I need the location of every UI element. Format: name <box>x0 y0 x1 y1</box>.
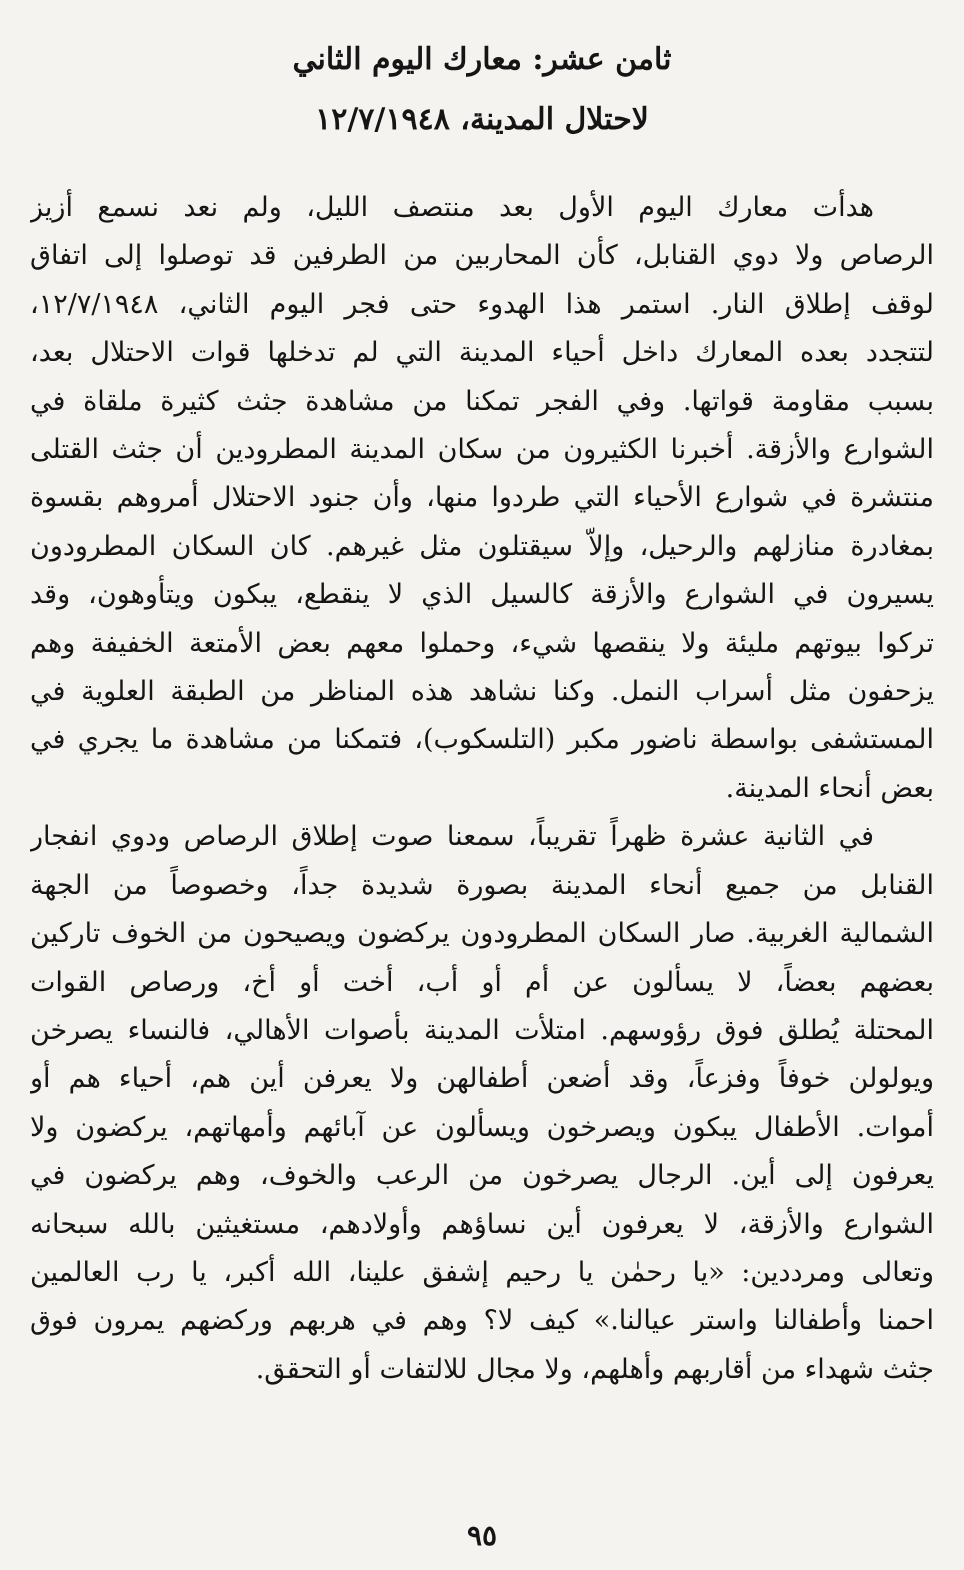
text-line: جثث شهداء من أقاربهم وأهلهم، ولا مجال للالتفات أو التحقق. <box>255 1353 934 1385</box>
paragraph <box>30 184 934 813</box>
text-line: المستشفى بواسطة ناضور مكبر (التلسكوب)، فتمكنا من مشاهدة ما يجري في <box>30 724 934 756</box>
text-line: وتعالى ومرددين: «يا رحمٰن يا رحيم إشفق علينا، الله أكبر، يا رب العالمين <box>30 1256 934 1288</box>
text-line: يزحفون مثل أسراب النمل. وكنا نشاهد هذه المناظر من الطبقة العلوية في <box>30 676 934 708</box>
text-line: القنابل من جميع أنحاء المدينة بصورة شديدة جداً، وخصوصاً من الجهة <box>30 869 934 901</box>
text-line: يعرفون إلى أين. الرجال يصرخون من الرعب والخوف، وهم يركضون في <box>30 1160 934 1192</box>
text-line: احمنا وأطفالنا واستر عيالنا.» كيف لا؟ وهم في هربهم وركضهم يمرون فوق <box>30 1305 934 1337</box>
text-line: لوقف إطلاق النار. استمر هذا الهدوء حتى فجر اليوم الثاني، ١٢/٧/١٩٤٨، <box>30 288 934 320</box>
chapter-subtitle: لاحتلال المدينة، ١٢/٧/١٩٤٨ <box>315 102 649 137</box>
text-line: تركوا بيوتهم مليئة ولا ينقصها شيء، وحملوا معهم بعض الأمتعة الخفيفة وهم <box>30 627 934 659</box>
paragraph <box>30 813 934 1394</box>
text-line: ويولولن خوفاً وفزعاً، وقد أضعن أطفالهن ولا يعرفن أين هم، أحياء هم أو <box>30 1063 934 1095</box>
text-line: منتشرة في شوارع الأحياء التي طردوا منها، وأن جنود الاحتلال أمروهم بقسوة <box>30 482 934 514</box>
text-line: في الثانية عشرة ظهراً تقريباً، سمعنا صوت إطلاق الرصاص ودوي انفجار <box>30 821 874 853</box>
text-line: المحتلة يُطلق فوق رؤوسهم. امتلأت المدينة بأصوات الأهالي، فالنساء يصرخن <box>30 1014 934 1046</box>
paragraph-container <box>30 184 934 1394</box>
body-text <box>30 184 934 1394</box>
text-line: بمغادرة منازلهم والرحيل، وإلاّ سيقتلون مثل غيرهم. كان السكان المطرودون <box>30 530 934 562</box>
text-line: يسيرون في الشوارع والأزقة كالسيل الذي لا ينقطع، يبكون ويتأوهون، وقد <box>30 579 934 611</box>
text-line: الشوارع والأزقة، لا يعرفون أين نساؤهم وأولادهم، مستغيثين بالله سبحانه <box>30 1208 934 1240</box>
text-line: أموات. الأطفال يبكون ويصرخون ويسألون عن آبائهم وأمهاتهم، يركضون ولا <box>30 1111 934 1143</box>
text-line: بعض أنحاء المدينة. <box>725 772 934 804</box>
page-number: ٩٥ <box>466 1519 498 1552</box>
text-line: لتتجدد بعده المعارك داخل أحياء المدينة التي لم تدخلها قوات الاحتلال بعد، <box>30 337 934 369</box>
chapter-title: ثامن عشر: معارك اليوم الثاني <box>292 42 672 77</box>
text-line: الشمالية الغربية. صار السكان المطرودون يركضون ويصيحون من الخوف تاركين <box>30 918 934 950</box>
text-line: بسبب مقاومة قواتها. وفي الفجر تمكنا من مشاهدة جثث كثيرة ملقاة في <box>30 385 934 417</box>
text-line: هدأت معارك اليوم الأول بعد منتصف الليل، ولم نعد نسمع أزيز <box>30 192 874 223</box>
text-line: الشوارع والأزقة. أخبرنا الكثيرون من سكان المدينة المطرودين أن جثث القتلى <box>30 434 934 466</box>
text-line: بعضهم بعضاً، لا يسألون عن أم أو أب، أخت أو أخ، ورصاص القوات <box>30 966 934 998</box>
text-line: الرصاص ولا دوي القنابل، كأن المحاربين من الطرفين قد توصلوا إلى اتفاق <box>30 240 934 272</box>
